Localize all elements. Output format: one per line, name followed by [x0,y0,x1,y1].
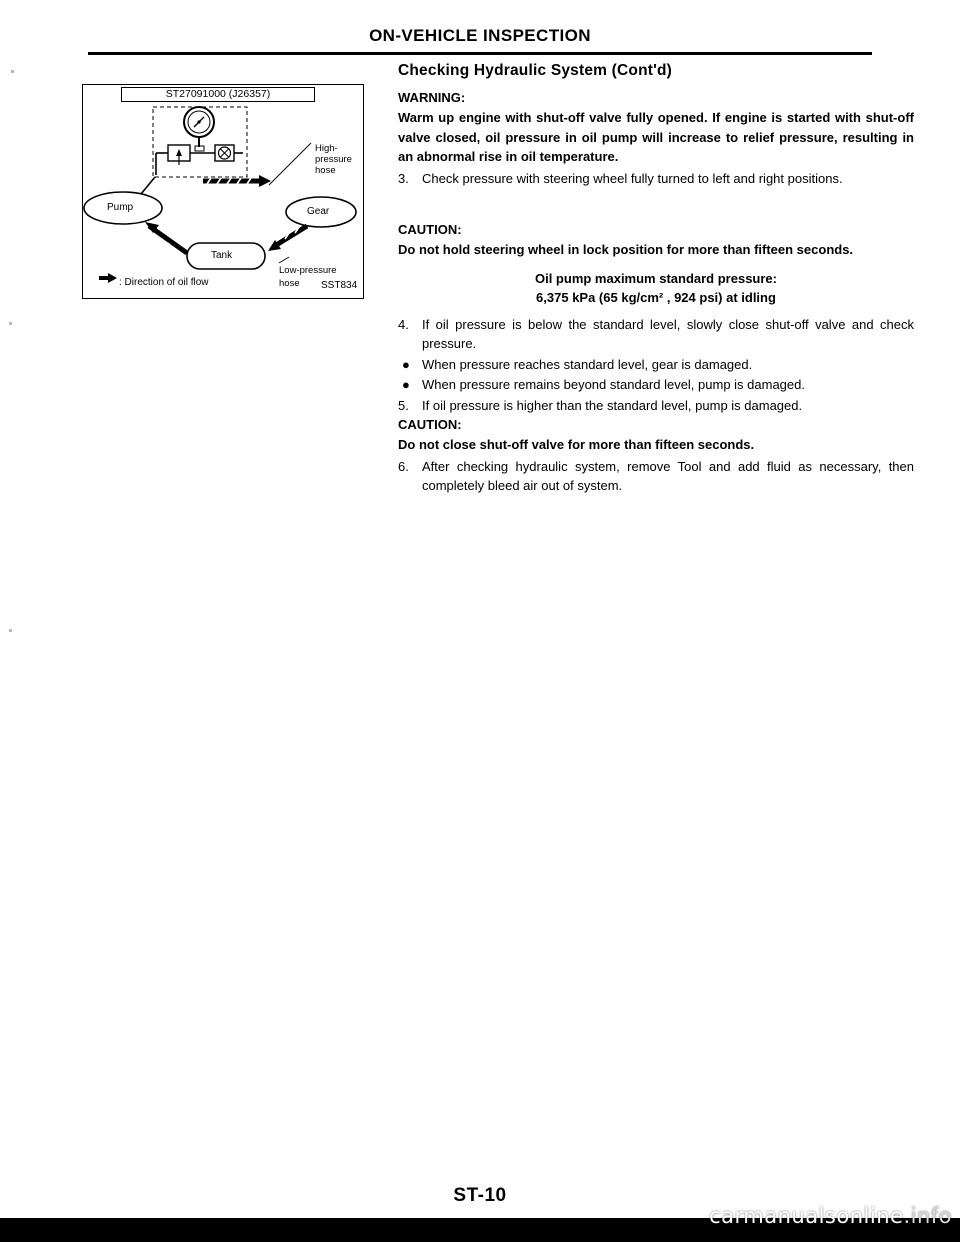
bullet-1 [398,355,914,375]
figure-label-gear: Gear [307,206,330,217]
figure-label-high-pressure-line1: High- [315,143,338,154]
bullet-2 [398,375,914,395]
figure-label-low-pressure-hose: hose [279,278,300,289]
caution-1-text: Do not hold steering wheel in lock position for more than fifteen seconds. [398,242,854,257]
figure-label-pump: Pump [107,202,134,213]
step-6-number: 6. [398,458,409,474]
step-5-number: 5. [398,397,409,413]
step-3 [398,169,914,189]
figure-label-high-pressure-hose [315,143,363,176]
watermark [709,1204,952,1228]
step-5 [398,396,914,416]
step-4-text: If oil pressure is below the standard level, slowly close shut-off valve and check pressure. [422,316,914,351]
step-6 [398,457,914,496]
step-4 [398,315,914,354]
watermark-main: carmanualsonline [709,1204,904,1228]
caution-1-heading: CAUTION: [398,222,462,237]
figure-id-label: SST834 [321,280,358,291]
spec-line-1: Oil pump maximum standard pressure: [534,270,777,286]
section-title: Checking Hydraulic System (Cont'd) [398,62,673,79]
step-5-text: If oil pressure is higher than the standard level, pump is damaged. [422,397,803,413]
scan-artifact [9,629,12,632]
figure-hydraulic-circuit [82,84,364,299]
header-divider [88,52,872,55]
bullet-dot-icon: ● [402,356,410,372]
page-title: ON-VEHICLE INSPECTION [369,26,591,45]
warning-text: Warm up engine with shut-off valve fully opened. If engine is started with shut-off valve closed, oil pressure in oil pump will increase to relief pressure, resulting in an abnormal rise in oil temperature. [398,110,914,164]
spec-line-2: 6,375 kPa (65 kg/cm² , 924 psi) at idling [536,289,776,305]
step-3-text: Check pressure with steering wheel fully turned to left and right positions. [422,170,843,186]
warning-heading: WARNING: [398,90,466,105]
scan-artifact [9,322,12,325]
caution-2-text: Do not close shut-off valve for more than fifteen seconds. [398,437,755,452]
bullet-2-text: When pressure remains beyond standard level, pump is damaged. [422,377,805,392]
figure-label-high-pressure-line3: hose [315,165,336,176]
figure-label-low-pressure: Low-pressure [279,265,337,276]
figure-legend-direction-of-oil-flow: : Direction of oil flow [119,277,209,288]
figure-label-tank: Tank [211,250,233,261]
figure-tool-number: ST27091000 (J26357) [165,88,271,100]
spec-block [398,269,914,307]
page-number: ST-10 [453,1185,507,1206]
page-header [0,26,960,46]
watermark-domain: .info [903,1204,952,1228]
step-4-number: 4. [398,316,409,332]
step-6-text: After checking hydraulic system, remove Tool and add fluid as necessary, then completely bleed air out of system. [422,458,914,493]
main-content [398,62,914,496]
spacer [398,188,914,222]
spacer [398,262,914,269]
caution-2-heading: CAUTION: [398,417,462,432]
bullet-dot-icon: ● [402,377,410,392]
step-3-number: 3. [398,170,409,186]
scan-artifact [11,70,14,73]
bullet-1-text: When pressure reaches standard level, gear is damaged. [422,356,753,372]
spacer [398,307,914,314]
figure-label-high-pressure-line2: pressure [315,154,352,165]
